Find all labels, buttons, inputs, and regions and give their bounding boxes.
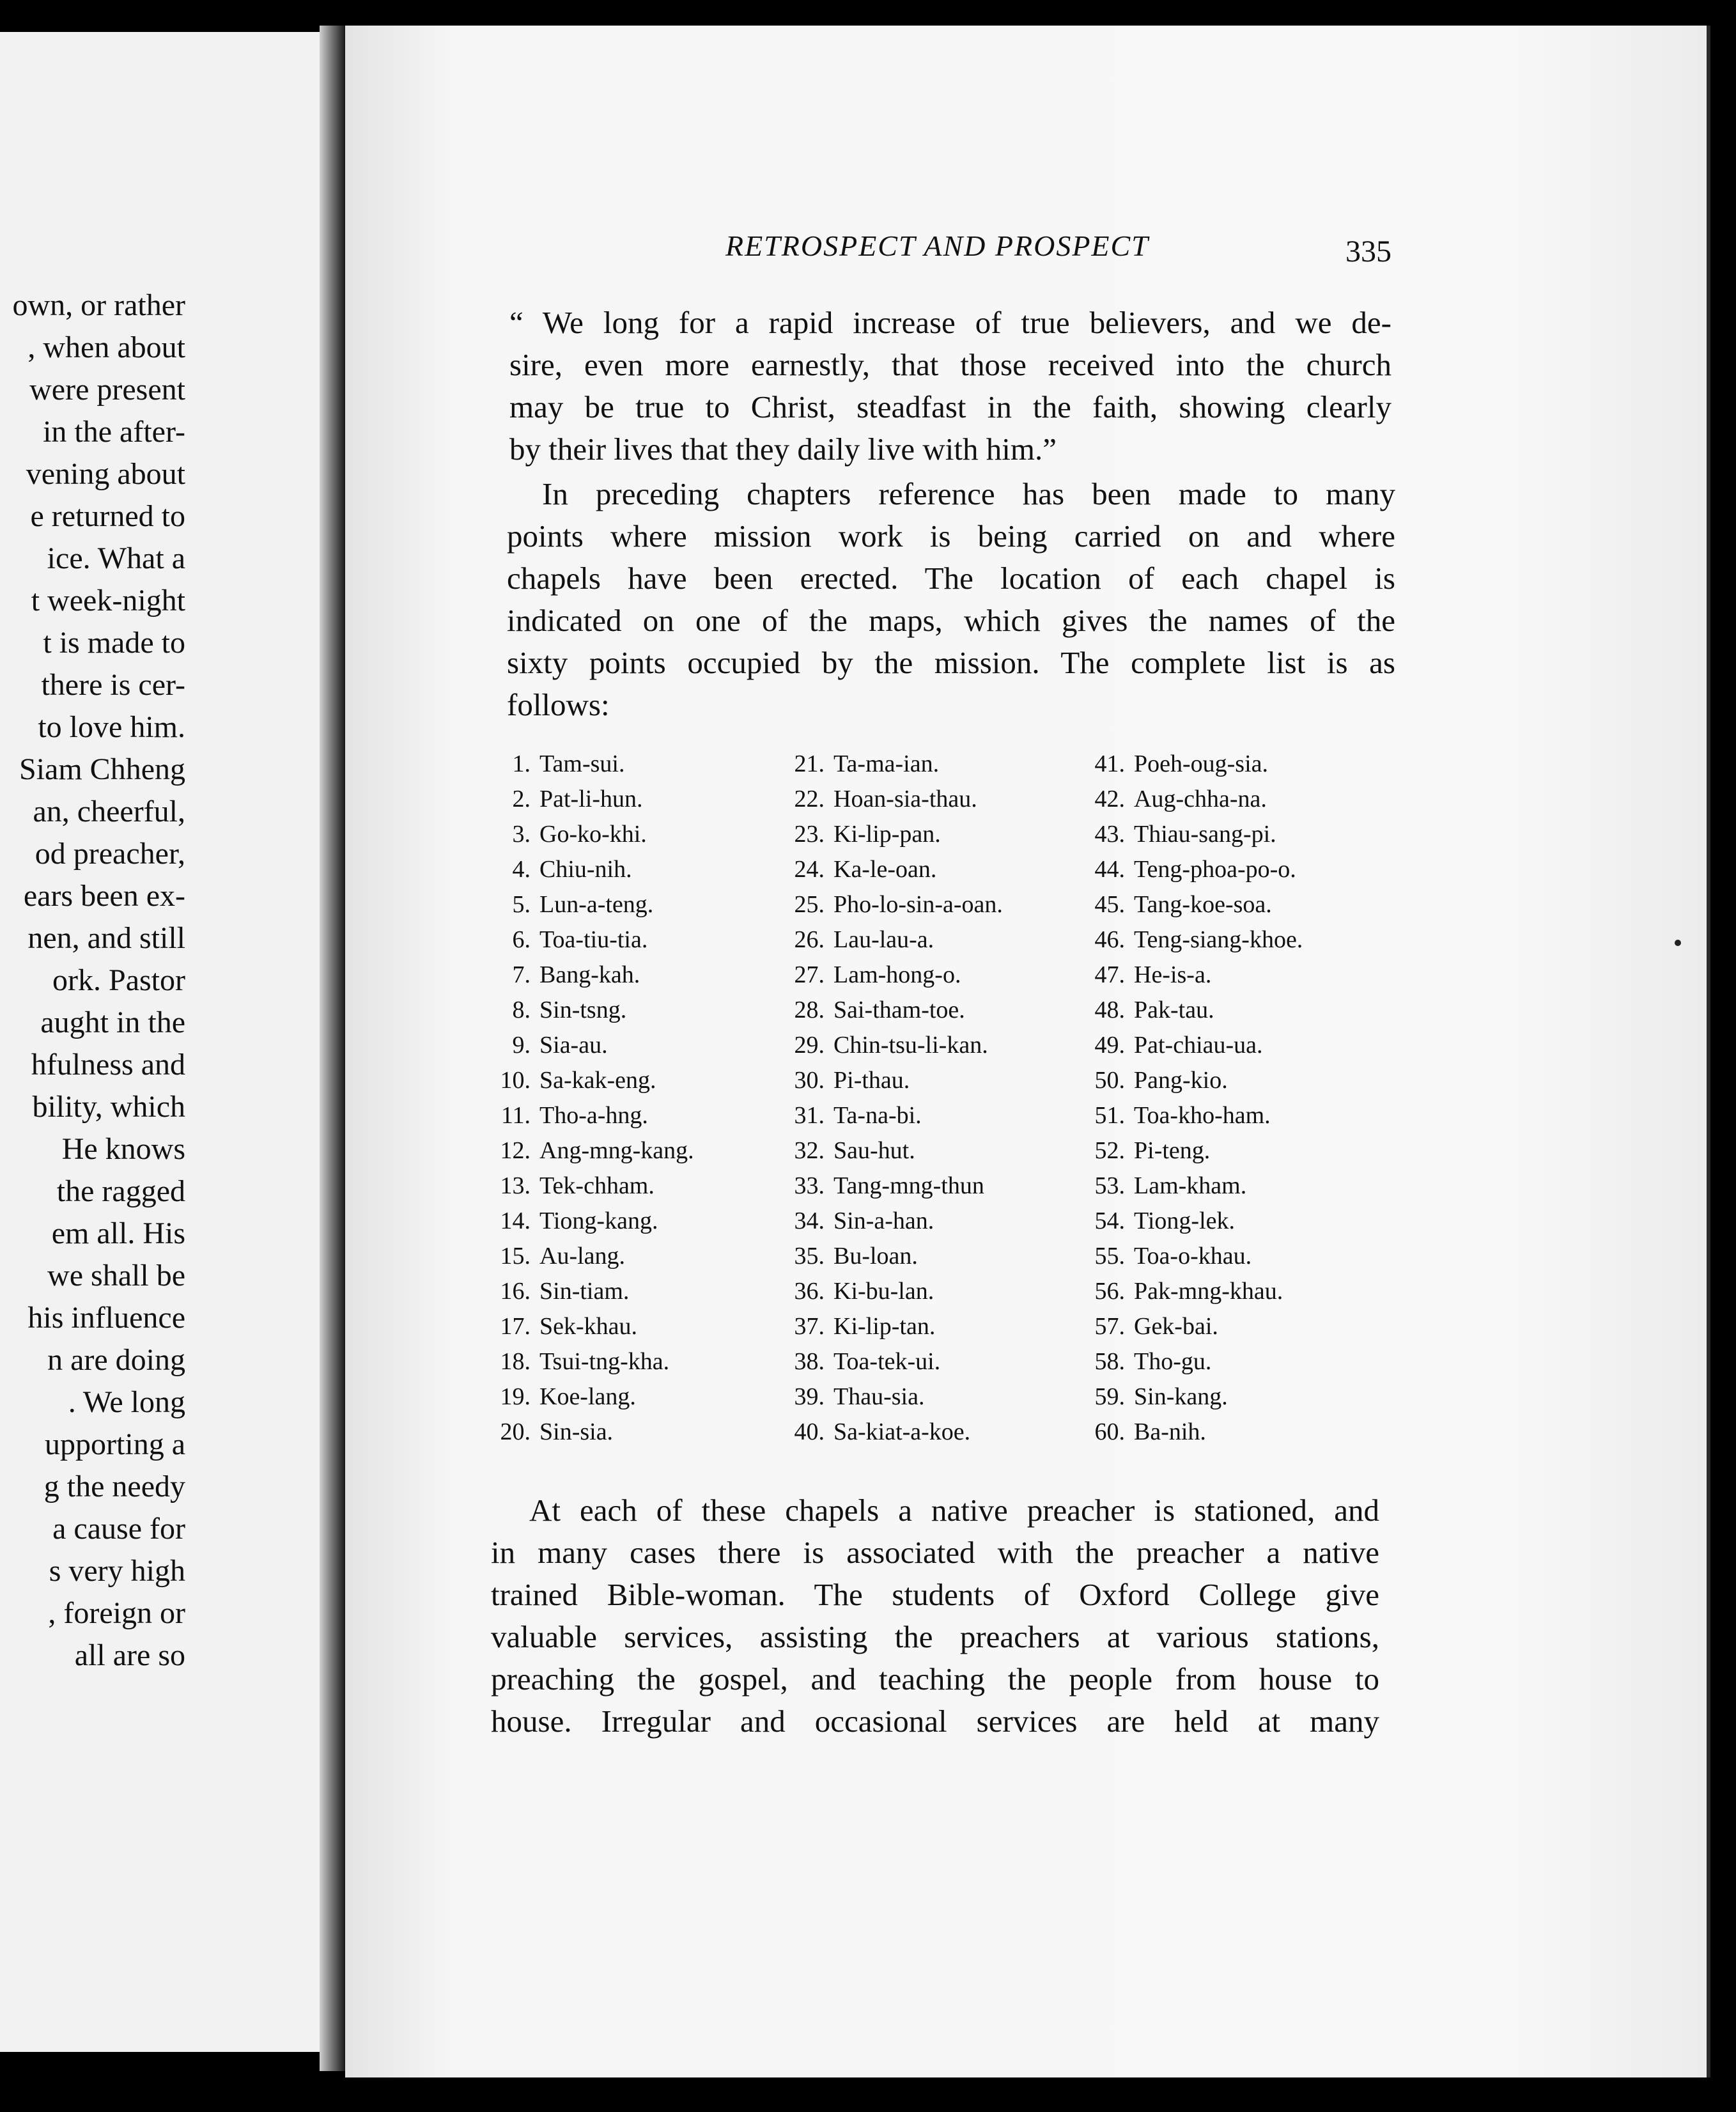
- station-name: Pat-li-hun.: [539, 786, 643, 812]
- left-page-line: to love him.: [38, 710, 185, 744]
- station-name: Pho-lo-sin-a-oan.: [833, 891, 1003, 918]
- station-number: 29.: [794, 1032, 825, 1059]
- paragraph-line: house. Irregular and occasional services are held at many: [491, 1704, 1379, 1739]
- station-name: Toa-tek-ui.: [833, 1348, 941, 1375]
- station-list-item: [1080, 817, 1303, 852]
- station-name: Tho-a-hng.: [539, 1102, 648, 1129]
- station-number: 19.: [500, 1383, 531, 1410]
- station-list-item: [1080, 1204, 1303, 1239]
- station-list-item: [486, 958, 694, 993]
- station-number: 56.: [1094, 1278, 1125, 1305]
- station-list-item: [780, 747, 1003, 782]
- left-page-line: em all. His: [51, 1216, 185, 1250]
- station-name: Sin-sia.: [539, 1418, 614, 1445]
- station-name: Toa-o-khau.: [1134, 1243, 1252, 1270]
- station-number: 51.: [1094, 1102, 1125, 1129]
- station-name: Sia-au.: [539, 1032, 608, 1059]
- station-name: Pi-teng.: [1134, 1137, 1211, 1164]
- station-name: Tsui-tng-kha.: [539, 1348, 670, 1375]
- station-list-item: [486, 1274, 694, 1309]
- station-name: Pi-thau.: [833, 1067, 910, 1094]
- station-name: Koe-lang.: [539, 1383, 636, 1410]
- station-name: Thiau-sang-pi.: [1134, 821, 1276, 848]
- station-number: 25.: [794, 891, 825, 918]
- station-number: 2.: [512, 786, 531, 812]
- station-number: 50.: [1094, 1067, 1125, 1094]
- station-name: Ka-le-oan.: [833, 856, 937, 883]
- station-number: 31.: [794, 1102, 825, 1129]
- station-list-item: [780, 1133, 1003, 1169]
- station-list-item: [780, 1309, 1003, 1344]
- left-page-line: bility, which: [32, 1090, 185, 1124]
- station-name: Tiong-lek.: [1134, 1207, 1236, 1234]
- station-number: 48.: [1094, 997, 1125, 1023]
- station-number: 36.: [794, 1278, 825, 1305]
- station-list-item: [1080, 1169, 1303, 1204]
- station-number: 27.: [794, 961, 825, 988]
- station-number: 43.: [1094, 821, 1125, 848]
- station-list-item: [1080, 782, 1303, 817]
- station-name: Aug-chha-na.: [1134, 786, 1267, 812]
- station-number: 41.: [1094, 750, 1125, 777]
- station-list-item: [486, 817, 694, 852]
- station-name: Pak-mng-khau.: [1134, 1278, 1283, 1305]
- station-name: Sau-hut.: [833, 1137, 915, 1164]
- station-number: 4.: [512, 856, 531, 883]
- scan-speck: [1675, 940, 1681, 946]
- left-page-line: the ragged: [56, 1174, 185, 1208]
- station-list-item: [1080, 1274, 1303, 1309]
- station-name: Ki-lip-pan.: [833, 821, 941, 848]
- station-number: 10.: [500, 1067, 531, 1094]
- station-number: 23.: [794, 821, 825, 848]
- station-number: 42.: [1094, 786, 1125, 812]
- paragraph-line: may be true to Christ, steadfast in the faith, showing clearly: [509, 389, 1391, 424]
- station-name: Bu-loan.: [833, 1243, 918, 1270]
- station-number: 5.: [512, 891, 531, 918]
- station-list-item: [486, 887, 694, 922]
- station-name: Thau-sia.: [833, 1383, 925, 1410]
- station-list-item: [1080, 1063, 1303, 1098]
- station-list-item: [486, 1133, 694, 1169]
- station-list-item: [780, 1204, 1003, 1239]
- station-list-item: [1080, 1379, 1303, 1415]
- station-number: 44.: [1094, 856, 1125, 883]
- station-number: 17.: [500, 1313, 531, 1340]
- station-name: Pak-tau.: [1134, 997, 1214, 1023]
- station-number: 28.: [794, 997, 825, 1023]
- station-name: Go-ko-khi.: [539, 821, 647, 848]
- station-number: 45.: [1094, 891, 1125, 918]
- station-list-item: [1080, 1239, 1303, 1274]
- closing-paragraph: [491, 1489, 1379, 1743]
- station-name: Hoan-sia-thau.: [833, 786, 977, 812]
- station-name: Tek-chham.: [539, 1172, 655, 1199]
- left-page-line: all are so: [74, 1638, 185, 1672]
- station-name: Tho-gu.: [1134, 1348, 1212, 1375]
- station-number: 57.: [1094, 1313, 1125, 1340]
- left-page-line: nen, and still: [27, 921, 185, 955]
- left-page-line: t week-night: [31, 584, 185, 617]
- station-list-item: [780, 1274, 1003, 1309]
- paragraph-line: “ We long for a rapid increase of true believers, and we de-: [509, 305, 1391, 340]
- left-page-line: we shall be: [47, 1259, 185, 1293]
- station-number: 54.: [1094, 1207, 1125, 1234]
- station-number: 53.: [1094, 1172, 1125, 1199]
- station-list-item: [780, 1239, 1003, 1274]
- left-page-line: g the needy: [43, 1470, 185, 1503]
- station-name: Gek-bai.: [1134, 1313, 1218, 1340]
- station-number: 21.: [794, 750, 825, 777]
- station-number: 52.: [1094, 1137, 1125, 1164]
- left-page-line: in the after-: [43, 415, 185, 449]
- station-name: Sin-tiam.: [539, 1278, 630, 1305]
- station-name: Tiong-kang.: [539, 1207, 658, 1234]
- station-list-item: [486, 1063, 694, 1098]
- left-page-line: own, or rather: [12, 288, 185, 322]
- station-name: Ki-bu-lan.: [833, 1278, 934, 1305]
- station-name: Sai-tham-toe.: [833, 997, 965, 1023]
- station-name: Lun-a-teng.: [539, 891, 654, 918]
- station-number: 15.: [500, 1243, 531, 1270]
- station-number: 18.: [500, 1348, 531, 1375]
- station-number: 20.: [500, 1418, 531, 1445]
- paragraph-line: follows:: [507, 687, 610, 722]
- station-number: 38.: [794, 1348, 825, 1375]
- station-list-item: [780, 887, 1003, 922]
- station-list-item: [1080, 1309, 1303, 1344]
- station-name: Ta-na-bi.: [833, 1102, 922, 1129]
- station-list-item: [486, 1415, 694, 1450]
- left-page-line: vening about: [26, 457, 185, 491]
- station-list-item: [1080, 887, 1303, 922]
- station-number: 34.: [794, 1207, 825, 1234]
- left-page-line: there is cer-: [41, 668, 185, 702]
- station-list-item: [780, 1344, 1003, 1379]
- page-number: 335: [1345, 235, 1391, 268]
- left-page-line: aught in the: [40, 1006, 185, 1039]
- station-number: 39.: [794, 1383, 825, 1410]
- station-number: 1.: [512, 750, 531, 777]
- left-facing-page: [0, 32, 345, 2052]
- left-page-line: were present: [29, 373, 185, 407]
- station-list-item: [780, 1028, 1003, 1063]
- station-list-item: [486, 1169, 694, 1204]
- station-name: Poeh-oug-sia.: [1134, 750, 1269, 777]
- left-page-line: ork. Pastor: [52, 963, 185, 997]
- station-number: 12.: [500, 1137, 531, 1164]
- station-number: 59.: [1094, 1383, 1125, 1410]
- station-name: Tang-koe-soa.: [1134, 891, 1272, 918]
- station-number: 13.: [500, 1172, 531, 1199]
- station-number: 47.: [1094, 961, 1125, 988]
- station-list-item: [1080, 1028, 1303, 1063]
- station-list-item: [1080, 958, 1303, 993]
- station-number: 9.: [512, 1032, 531, 1059]
- left-page-line: Siam Chheng: [19, 752, 185, 786]
- station-name: Pang-kio.: [1134, 1067, 1228, 1094]
- station-number: 30.: [794, 1067, 825, 1094]
- station-number: 60.: [1094, 1418, 1125, 1445]
- station-name: Ang-mng-kang.: [539, 1137, 694, 1164]
- station-name: He-is-a.: [1134, 961, 1212, 988]
- station-name: Sa-kak-eng.: [539, 1067, 656, 1094]
- left-page-text: [12, 284, 185, 1677]
- station-list-item: [486, 747, 694, 782]
- station-number: 37.: [794, 1313, 825, 1340]
- left-page-line: . We long: [68, 1385, 185, 1419]
- station-number: 11.: [500, 1102, 531, 1129]
- station-name: Pat-chiau-ua.: [1134, 1032, 1263, 1059]
- station-name: Bang-kah.: [539, 961, 640, 988]
- station-name: Toa-tiu-tia.: [539, 926, 648, 953]
- station-list-item: [1080, 1415, 1303, 1450]
- paragraph-line: chapels have been erected. The location of each chapel is: [507, 561, 1395, 596]
- station-list-item: [780, 993, 1003, 1028]
- left-page-line: t is made to: [43, 626, 185, 660]
- station-name: Ta-ma-ian.: [833, 750, 940, 777]
- left-page-line: a cause for: [52, 1512, 185, 1546]
- station-list-column-1: [486, 747, 694, 1450]
- left-page-line: upporting a: [45, 1427, 185, 1461]
- station-number: 16.: [500, 1278, 531, 1305]
- paragraph-line: indicated on one of the maps, which gives the names of the: [507, 603, 1395, 638]
- left-page-line: hfulness and: [31, 1048, 185, 1082]
- station-name: Lam-hong-o.: [833, 961, 961, 988]
- paragraph-line: points where mission work is being carried on and where: [507, 518, 1395, 554]
- running-head: RETROSPECT AND PROSPECT: [725, 229, 1149, 262]
- station-list-item: [780, 1063, 1003, 1098]
- right-page: [345, 26, 1710, 2077]
- station-name: Sin-tsng.: [539, 997, 627, 1023]
- left-page-line: He knows: [61, 1132, 185, 1166]
- station-list-item: [780, 958, 1003, 993]
- station-list-item: [486, 1204, 694, 1239]
- station-number: 55.: [1094, 1243, 1125, 1270]
- station-name: Au-lang.: [539, 1243, 626, 1270]
- paragraph-line: sixty points occupied by the mission. The complete list is as: [507, 645, 1395, 680]
- station-name: Lam-kham.: [1134, 1172, 1247, 1199]
- left-page-line: s very high: [49, 1554, 185, 1588]
- station-number: 6.: [512, 926, 531, 953]
- station-number: 26.: [794, 926, 825, 953]
- station-list-item: [1080, 922, 1303, 958]
- station-list-item: [1080, 993, 1303, 1028]
- station-number: 3.: [512, 821, 531, 848]
- station-list-item: [486, 1239, 694, 1274]
- station-list-item: [486, 852, 694, 887]
- paragraph-line: In preceding chapters reference has been made to many: [542, 476, 1395, 511]
- station-number: 8.: [512, 997, 531, 1023]
- station-number: 32.: [794, 1137, 825, 1164]
- left-page-line: e returned to: [30, 499, 185, 533]
- station-name: Ba-nih.: [1134, 1418, 1206, 1445]
- paragraph-line: preaching the gospel, and teaching the people from house to: [491, 1661, 1379, 1697]
- station-name: Tang-mng-thun: [833, 1172, 984, 1199]
- station-name: Chin-tsu-li-kan.: [833, 1032, 988, 1059]
- station-number: 33.: [794, 1172, 825, 1199]
- station-list-item: [780, 1415, 1003, 1450]
- station-number: 46.: [1094, 926, 1125, 953]
- paragraph-line: trained Bible-woman. The students of Oxford College give: [491, 1577, 1379, 1612]
- station-name: Chiu-nih.: [539, 856, 632, 883]
- station-list-item: [1080, 1133, 1303, 1169]
- station-list-item: [780, 817, 1003, 852]
- left-page-line: n are doing: [47, 1343, 185, 1377]
- quote-paragraph: [509, 302, 1391, 470]
- station-name: Lau-lau-a.: [833, 926, 934, 953]
- station-number: 49.: [1094, 1032, 1125, 1059]
- station-list-item: [1080, 1344, 1303, 1379]
- paragraph-line: sire, even more earnestly, that those received into the church: [509, 347, 1391, 382]
- station-number: 35.: [794, 1243, 825, 1270]
- station-number: 14.: [500, 1207, 531, 1234]
- station-number: 40.: [794, 1418, 825, 1445]
- left-page-line: an, cheerful,: [33, 795, 185, 828]
- station-list-item: [486, 1309, 694, 1344]
- station-list-item: [780, 922, 1003, 958]
- station-list-item: [780, 1379, 1003, 1415]
- book-gutter: [320, 26, 345, 2071]
- paragraph-line: by their lives that they daily live with him.”: [509, 431, 1057, 467]
- station-list-item: [486, 1098, 694, 1133]
- station-list-item: [486, 1028, 694, 1063]
- station-name: Tam-sui.: [539, 750, 625, 777]
- station-number: 22.: [794, 786, 825, 812]
- left-page-line: , foreign or: [48, 1596, 185, 1630]
- station-list-item: [486, 922, 694, 958]
- station-name: Sek-khau.: [539, 1313, 638, 1340]
- station-list-item: [1080, 852, 1303, 887]
- station-list-item: [780, 1098, 1003, 1133]
- station-list-item: [1080, 1098, 1303, 1133]
- station-list-item: [780, 852, 1003, 887]
- left-page-line: ears been ex-: [23, 879, 185, 913]
- station-name: Toa-kho-ham.: [1134, 1102, 1271, 1129]
- left-page-line: od preacher,: [35, 837, 185, 871]
- station-list-item: [486, 1344, 694, 1379]
- paragraph-line: valuable services, assisting the preachers at various stations,: [491, 1619, 1379, 1654]
- station-name: Ki-lip-tan.: [833, 1313, 936, 1340]
- station-number: 24.: [794, 856, 825, 883]
- left-page-line: ice. What a: [47, 541, 185, 575]
- station-name: Teng-siang-khoe.: [1134, 926, 1303, 953]
- station-list-item: [486, 993, 694, 1028]
- station-list-item: [486, 1379, 694, 1415]
- station-name: Sa-kiat-a-koe.: [833, 1418, 971, 1445]
- intro-paragraph: [507, 473, 1395, 726]
- station-list-item: [780, 1169, 1003, 1204]
- station-number: 7.: [512, 961, 531, 988]
- station-name: Sin-a-han.: [833, 1207, 934, 1234]
- left-page-line: his influence: [27, 1301, 185, 1335]
- station-number: 58.: [1094, 1348, 1125, 1375]
- station-list-item: [486, 782, 694, 817]
- station-list-item: [780, 782, 1003, 817]
- paragraph-line: At each of these chapels a native preacher is stationed, and: [529, 1493, 1379, 1528]
- station-list-column-2: [780, 747, 1003, 1450]
- paragraph-line: in many cases there is associated with the preacher a native: [491, 1535, 1379, 1570]
- station-name: Teng-phoa-po-o.: [1134, 856, 1296, 883]
- station-name: Sin-kang.: [1134, 1383, 1228, 1410]
- left-page-line: , when about: [27, 330, 185, 364]
- station-list-item: [1080, 747, 1303, 782]
- station-list-column-3: [1080, 747, 1303, 1450]
